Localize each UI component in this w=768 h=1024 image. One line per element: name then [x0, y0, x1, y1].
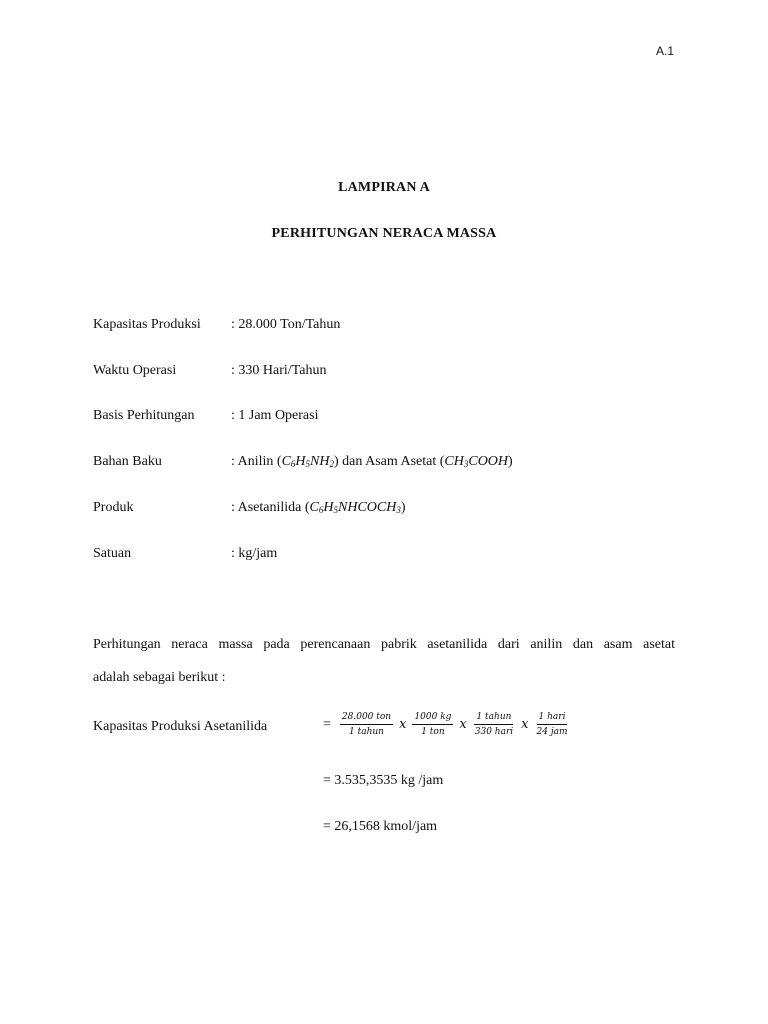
spec-value: : 330 Hari/Tahun: [231, 363, 327, 378]
spec-label: Produk: [93, 500, 134, 515]
spec-value: : kg/jam: [231, 546, 278, 561]
fraction-numerator: 1 hari: [537, 712, 568, 725]
spec-label: Kapasitas Produksi: [93, 317, 201, 332]
fraction: [340, 712, 393, 737]
page-number: A.1: [655, 44, 674, 58]
appendix-subtitle: PERHITUNGAN NERACA MASSA: [271, 226, 497, 241]
fraction-numerator: 1 tahun: [474, 712, 513, 725]
spec-value: : Asetanilida $(C_6H_5NHCOCH_3)$: [231, 500, 406, 515]
appendix-title: LAMPIRAN A: [338, 180, 430, 195]
multiply-sign: x: [521, 717, 529, 732]
fraction-denominator: 330 hari: [474, 727, 514, 737]
fraction: [412, 712, 453, 737]
chemical-formula-acetic-acid: $CH_3COOH$: [444, 454, 509, 469]
intro-paragraph-line-1: Perhitungan neraca massa pada perencanaan pabrik asetanilida dari anilin dan asam asetat: [93, 637, 675, 652]
spec-label: Satuan: [93, 546, 132, 561]
spec-value: : 1 Jam Operasi: [231, 408, 319, 423]
calculation-label: Kapasitas Produksi Asetanilida: [93, 719, 268, 734]
spec-label: Basis Perhitungan: [93, 408, 195, 423]
fraction: [535, 712, 570, 737]
spec-label: Bahan Baku: [93, 454, 162, 469]
fraction: [473, 712, 515, 737]
fraction-numerator: 28.000 ton: [340, 712, 393, 725]
spec-value: : 28.000 Ton/Tahun: [231, 317, 341, 332]
fraction-denominator: 1 ton: [421, 727, 445, 737]
equals-sign: =: [323, 716, 331, 732]
intro-paragraph-line-2: adalah sebagai berikut :: [93, 670, 226, 685]
spec-value: : Anilin $(C_6H_5NH_2)$ dan Asam Asetat $(CH_3COOH)$: [231, 454, 513, 469]
fraction-denominator: 24 jam: [536, 727, 568, 737]
multiply-sign: x: [459, 717, 467, 732]
multiply-sign: x: [399, 717, 407, 732]
capacity-equation: [323, 712, 573, 737]
chemical-formula-acetanilide: $C_6H_5NHCOCH_3$: [309, 500, 401, 515]
chemical-formula-aniline: $C_6H_5NH_2$: [281, 454, 334, 469]
fraction-numerator: 1000 kg: [412, 712, 453, 725]
result-mass-flow: = 3.535,3535 kg /jam: [323, 773, 444, 788]
spec-label: Waktu Operasi: [93, 363, 177, 378]
fraction-denominator: 1 tahun: [349, 727, 384, 737]
result-molar-flow: = 26,1568 kmol/jam: [323, 819, 438, 834]
